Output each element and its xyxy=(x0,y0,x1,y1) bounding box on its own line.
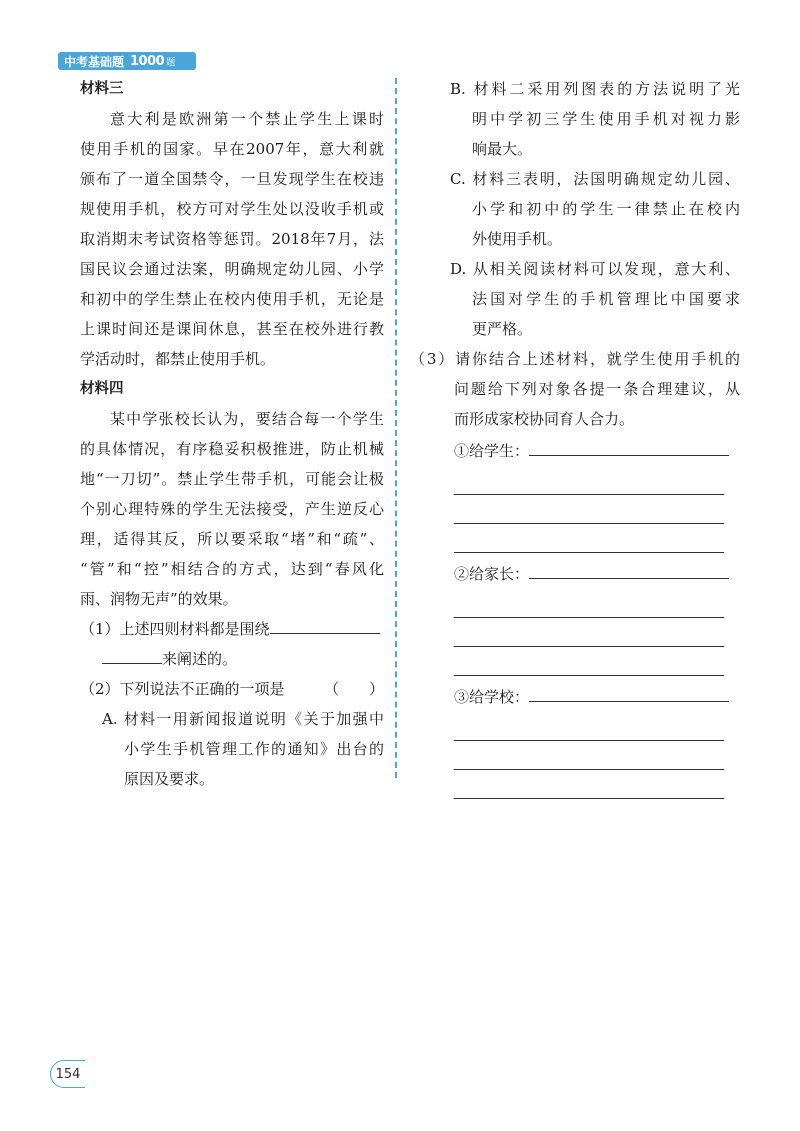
question-1-suffix: 来阐述的。 xyxy=(162,650,238,668)
option-line: 响最大。 xyxy=(472,140,533,158)
answer-parent-label: ②给家长： xyxy=(454,565,530,583)
text-line: 使用手机的国家。早在2007年，意大利就 xyxy=(80,140,384,158)
option-line: 外使用手机。 xyxy=(472,230,563,248)
text-line: 上课时间还是课间休息，甚至在校外进行教 xyxy=(80,320,384,338)
question-1-text: （1）上述四则材料都是围绕 xyxy=(80,620,270,638)
series-count: 1000 xyxy=(130,53,165,69)
answer-parent-blank[interactable] xyxy=(529,562,729,579)
question-3 xyxy=(410,344,740,434)
text-line: 雨、润物无声”的效果。 xyxy=(80,590,238,608)
question-2 xyxy=(80,674,384,704)
option-line: B. 材料二采用列图表的方法说明了光 xyxy=(450,80,740,98)
option-d xyxy=(410,254,740,344)
answer-student-label: ①给学生： xyxy=(454,442,530,460)
answer-paren[interactable]: （ ） xyxy=(323,680,384,698)
option-line: A. 材料一用新闻报道说明《关于加强中 xyxy=(102,710,384,728)
option-line: 小学生手机管理工作的通知》出台的 xyxy=(124,740,384,758)
text-line: 规使用手机，校方可对学生处以没收手机或 xyxy=(80,200,384,218)
answer-school-blank[interactable] xyxy=(529,685,729,702)
text-line: 理，适得其反，所以要采取“堵”和“疏”、 xyxy=(80,530,384,548)
page-number: 154 xyxy=(50,1060,85,1088)
option-line: C. 材料三表明，法国明确规定幼儿园、 xyxy=(450,170,740,188)
option-line: 法国对学生的手机管理比中国要求 xyxy=(472,290,740,308)
left-column xyxy=(80,74,384,794)
right-column xyxy=(410,74,740,799)
option-a xyxy=(80,704,384,794)
column-divider xyxy=(395,78,397,778)
series-badge xyxy=(58,52,196,70)
text-line: 和初中的学生禁止在校内使用手机，无论是 xyxy=(80,290,384,308)
material-4-title: 材料四 xyxy=(80,381,124,397)
question-2-text: （2）下列说法不正确的一项是 xyxy=(80,680,285,698)
series-count-suffix: 题 xyxy=(166,57,176,68)
option-line: 原因及要求。 xyxy=(124,770,215,788)
question-1-cont xyxy=(80,644,384,674)
material-3-title: 材料三 xyxy=(80,81,124,97)
option-c xyxy=(410,164,740,254)
answer-line[interactable] xyxy=(454,589,724,618)
series-title: 中考基础题 xyxy=(64,54,125,69)
answer-school-label: ③给学校： xyxy=(454,688,530,706)
text-line: 意大利是欧洲第一个禁止学生上课时 xyxy=(110,110,384,128)
text-line: “管”和“控”相结合的方式，达到“春风化 xyxy=(80,560,384,578)
answer-school xyxy=(410,682,740,712)
text-line: 国民议会通过法案，明确规定幼儿园、小学 xyxy=(80,260,384,278)
text-line: 地“一刀切”。禁止学生带手机，可能会让极 xyxy=(80,470,384,488)
option-line: 更严格。 xyxy=(472,320,533,338)
question-line: 问题给下列对象各提一条合理建议，从 xyxy=(454,380,740,398)
answer-student xyxy=(410,436,740,466)
text-line: 学活动时，都禁止使用手机。 xyxy=(80,350,276,368)
option-b xyxy=(410,74,740,164)
answer-line[interactable] xyxy=(454,712,724,741)
question-line: 而形成家校协同育人合力。 xyxy=(454,410,635,428)
option-line: 小学和初中的学生一律禁止在校内 xyxy=(472,200,740,218)
question-1 xyxy=(80,614,384,644)
answer-line[interactable] xyxy=(454,618,724,647)
answer-student-blank[interactable] xyxy=(529,439,729,456)
answer-line[interactable] xyxy=(454,741,724,770)
text-line: 个别心理特殊的学生无法接受，产生逆反心 xyxy=(80,500,384,518)
option-line: 明中学初三学生使用手机对视力影 xyxy=(472,110,740,128)
answer-line[interactable] xyxy=(454,495,724,524)
text-line: 颁布了一道全国禁令，一旦发现学生在校违 xyxy=(80,170,384,188)
answer-parent xyxy=(410,559,740,589)
material-3-text xyxy=(80,104,384,374)
material-4-text xyxy=(80,404,384,614)
text-line: 取消期末考试资格等惩罚。2018年7月，法 xyxy=(80,230,384,248)
question-1-blank-2[interactable] xyxy=(102,647,162,664)
text-line: 某中学张校长认为，要结合每一个学生 xyxy=(110,410,384,428)
answer-line[interactable] xyxy=(454,647,724,676)
question-1-blank[interactable] xyxy=(270,617,380,634)
question-line: （3）请你结合上述材料，就学生使用手机的 xyxy=(410,350,740,368)
text-line: 的具体情况，有序稳妥积极推进，防止机械 xyxy=(80,440,384,458)
answer-line[interactable] xyxy=(454,770,724,799)
option-line: D. 从相关阅读材料可以发现，意大利、 xyxy=(450,260,740,278)
answer-line[interactable] xyxy=(454,466,724,495)
answer-line[interactable] xyxy=(454,524,724,553)
